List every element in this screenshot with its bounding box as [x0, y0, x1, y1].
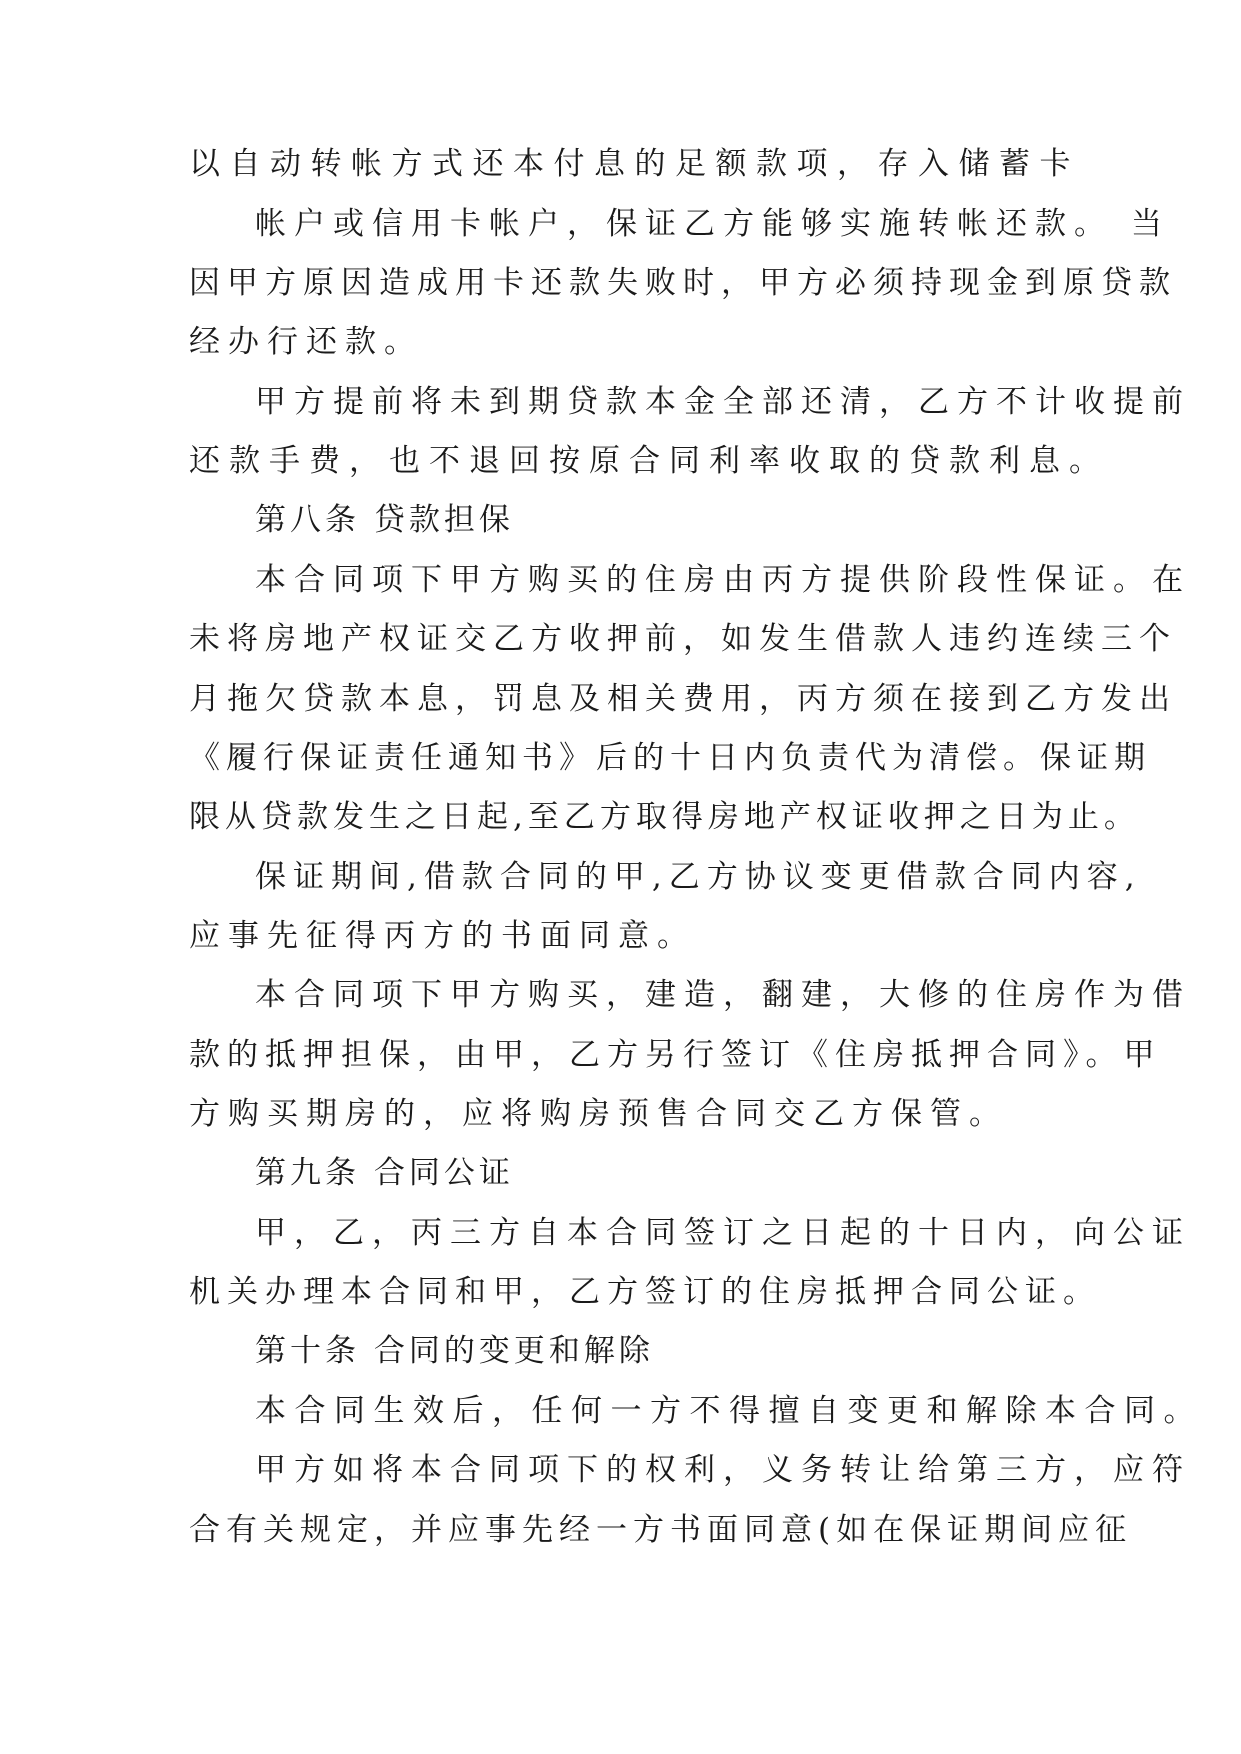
text-line: 月拖欠贷款本息，罚息及相关费用，丙方须在接到乙方发出 [189, 681, 1177, 717]
text-line: 甲方如将本合同项下的权利，义务转让给第三方，应符 [255, 1452, 1191, 1488]
section-heading: 第九条 合同公证 [255, 1155, 514, 1191]
text-line: 限从贷款发生之日起,至乙方取得房地产权证收押之日为止。 [189, 799, 1140, 835]
text-line: 经办行还款。 [189, 324, 423, 360]
section-heading: 第十条 合同的变更和解除 [255, 1333, 654, 1369]
text-line: 合有关规定，并应事先经一方书面同意(如在保证期间应征 [189, 1512, 1133, 1548]
section-heading: 第八条 贷款担保 [255, 502, 514, 538]
text-line: 甲，乙，丙三方自本合同签订之日起的十日内，向公证 [255, 1215, 1191, 1251]
text-line: 本合同项下甲方购买的住房由丙方提供阶段性保证。在 [255, 562, 1191, 598]
text-line: 《履行保证责任通知书》后的十日内负责代为清偿。保证期 [189, 740, 1151, 776]
text-line: 应事先征得丙方的书面同意。 [189, 918, 696, 954]
text-line: 机关办理本合同和甲，乙方签订的住房抵押合同公证。 [189, 1274, 1101, 1310]
text-line: 甲方提前将未到期贷款本金全部还清，乙方不计收提前 [255, 384, 1191, 420]
text-line: 帐户或信用卡帐户，保证乙方能够实施转帐还款。 当 [255, 206, 1170, 242]
text-line: 款的抵押担保，由甲，乙方另行签订《住房抵押合同》。甲 [189, 1037, 1162, 1073]
text-line: 以自动转帐方式还本付息的足额款项，存入储蓄卡 [189, 146, 1080, 182]
text-line: 本合同生效后，任何一方不得擅自变更和解除本合同。 [255, 1393, 1203, 1429]
text-line: 还款手费，也不退回按原合同利率收取的贷款利息。 [189, 443, 1109, 479]
text-line: 本合同项下甲方购买，建造，翻建，大修的住房作为借 [255, 977, 1191, 1013]
text-line: 因甲方原因造成用卡还款失败时，甲方必须持现金到原贷款 [189, 265, 1177, 301]
text-line: 保证期间,借款合同的甲,乙方协议变更借款合同内容, [255, 859, 1142, 895]
text-line: 未将房地产权证交乙方收押前，如发生借款人违约连续三个 [189, 621, 1177, 657]
text-line: 方购买期房的，应将购房预售合同交乙方保管。 [189, 1096, 1008, 1132]
